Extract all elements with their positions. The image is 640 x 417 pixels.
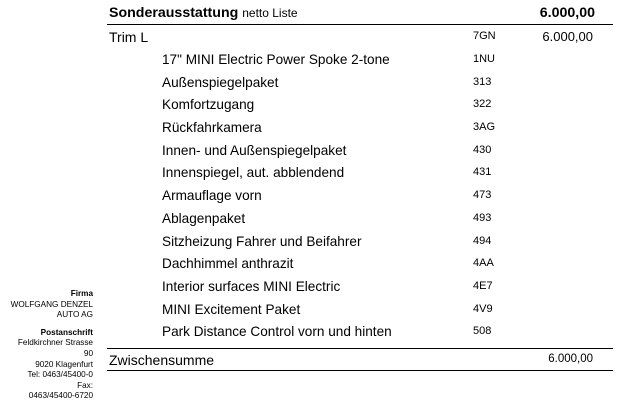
option-name: Komfortzugang [162, 97, 255, 113]
option-code: 322 [473, 98, 492, 111]
option-code: 4AA [473, 257, 494, 270]
option-code: 1NU [473, 53, 496, 65]
option-code: 313 [473, 75, 492, 88]
list-item [107, 253, 613, 276]
list-item [107, 162, 613, 185]
option-code: 494 [473, 234, 492, 247]
address-street: Feldkirchner Strasse [17, 338, 93, 348]
fax-number: 0463/45400-6720 [28, 391, 93, 401]
option-code: 4E7 [473, 279, 493, 292]
bottom-divider [107, 370, 613, 371]
option-code: 4V9 [473, 302, 493, 315]
option-name: Park Distance Control vorn und hinten [162, 324, 392, 340]
list-item [107, 231, 613, 254]
option-list [107, 49, 613, 344]
section-total: 6.000,00 [539, 5, 595, 21]
list-item [107, 185, 613, 208]
option-name: Dachhimmel anthrazit [162, 256, 294, 272]
option-code: 493 [473, 211, 492, 224]
option-name: Innenspiegel, aut. abblendend [162, 165, 345, 181]
section-header [107, 0, 613, 25]
list-item [107, 299, 613, 322]
option-code: 473 [473, 189, 492, 202]
option-name: MINI Excitement Paket [162, 301, 301, 317]
section-title-wrap [109, 5, 298, 21]
list-item [107, 49, 613, 72]
option-code: 431 [473, 166, 492, 179]
equipment-table [107, 0, 613, 371]
company-info [0, 289, 93, 402]
subtotal-row [107, 348, 613, 371]
section-title: Sonderausstattung [109, 5, 239, 21]
address-street-number: 90 [83, 348, 93, 358]
option-name: Ablagenpaket [162, 210, 246, 226]
trim-price: 6.000,00 [542, 29, 593, 44]
list-item [107, 276, 613, 299]
subtotal-label: Zwischensumme [109, 351, 215, 368]
address-city: 9020 Klagenfurt [35, 359, 93, 369]
option-name: Rückfahrkamera [162, 120, 262, 136]
option-name: Armauflage vorn [162, 188, 262, 204]
phone-number: Tel: 0463/45400-0 [27, 370, 93, 380]
trim-code: 7GN [473, 30, 496, 42]
firma-name-line2: AUTO AG [56, 310, 93, 320]
option-code: 3AG [473, 121, 496, 134]
list-item [107, 117, 613, 140]
section-subtitle: netto Liste [242, 6, 298, 20]
list-item [107, 208, 613, 231]
option-name: Innen- und Außenspiegelpaket [162, 142, 347, 158]
subtotal-value: 6.000,00 [548, 352, 593, 365]
fax-label: Fax: [77, 380, 93, 390]
list-item [107, 321, 613, 344]
option-code: 430 [473, 143, 492, 156]
list-item [107, 140, 613, 163]
trim-row [107, 25, 613, 49]
option-name: Außenspiegelpaket [162, 74, 279, 90]
address-label: Postanschrift [40, 327, 93, 337]
option-name: 17" MINI Electric Power Spoke 2-tone [162, 52, 390, 67]
list-item [107, 94, 613, 117]
firma-label: Firma [70, 289, 93, 298]
option-code: 508 [473, 325, 492, 338]
option-name: Interior surfaces MINI Electric [162, 278, 341, 294]
list-item [107, 72, 613, 95]
option-name: Sitzheizung Fahrer und Beifahrer [162, 233, 362, 249]
firma-name-line1: WOLFGANG DENZEL [10, 299, 93, 309]
trim-name: Trim L [109, 29, 149, 45]
